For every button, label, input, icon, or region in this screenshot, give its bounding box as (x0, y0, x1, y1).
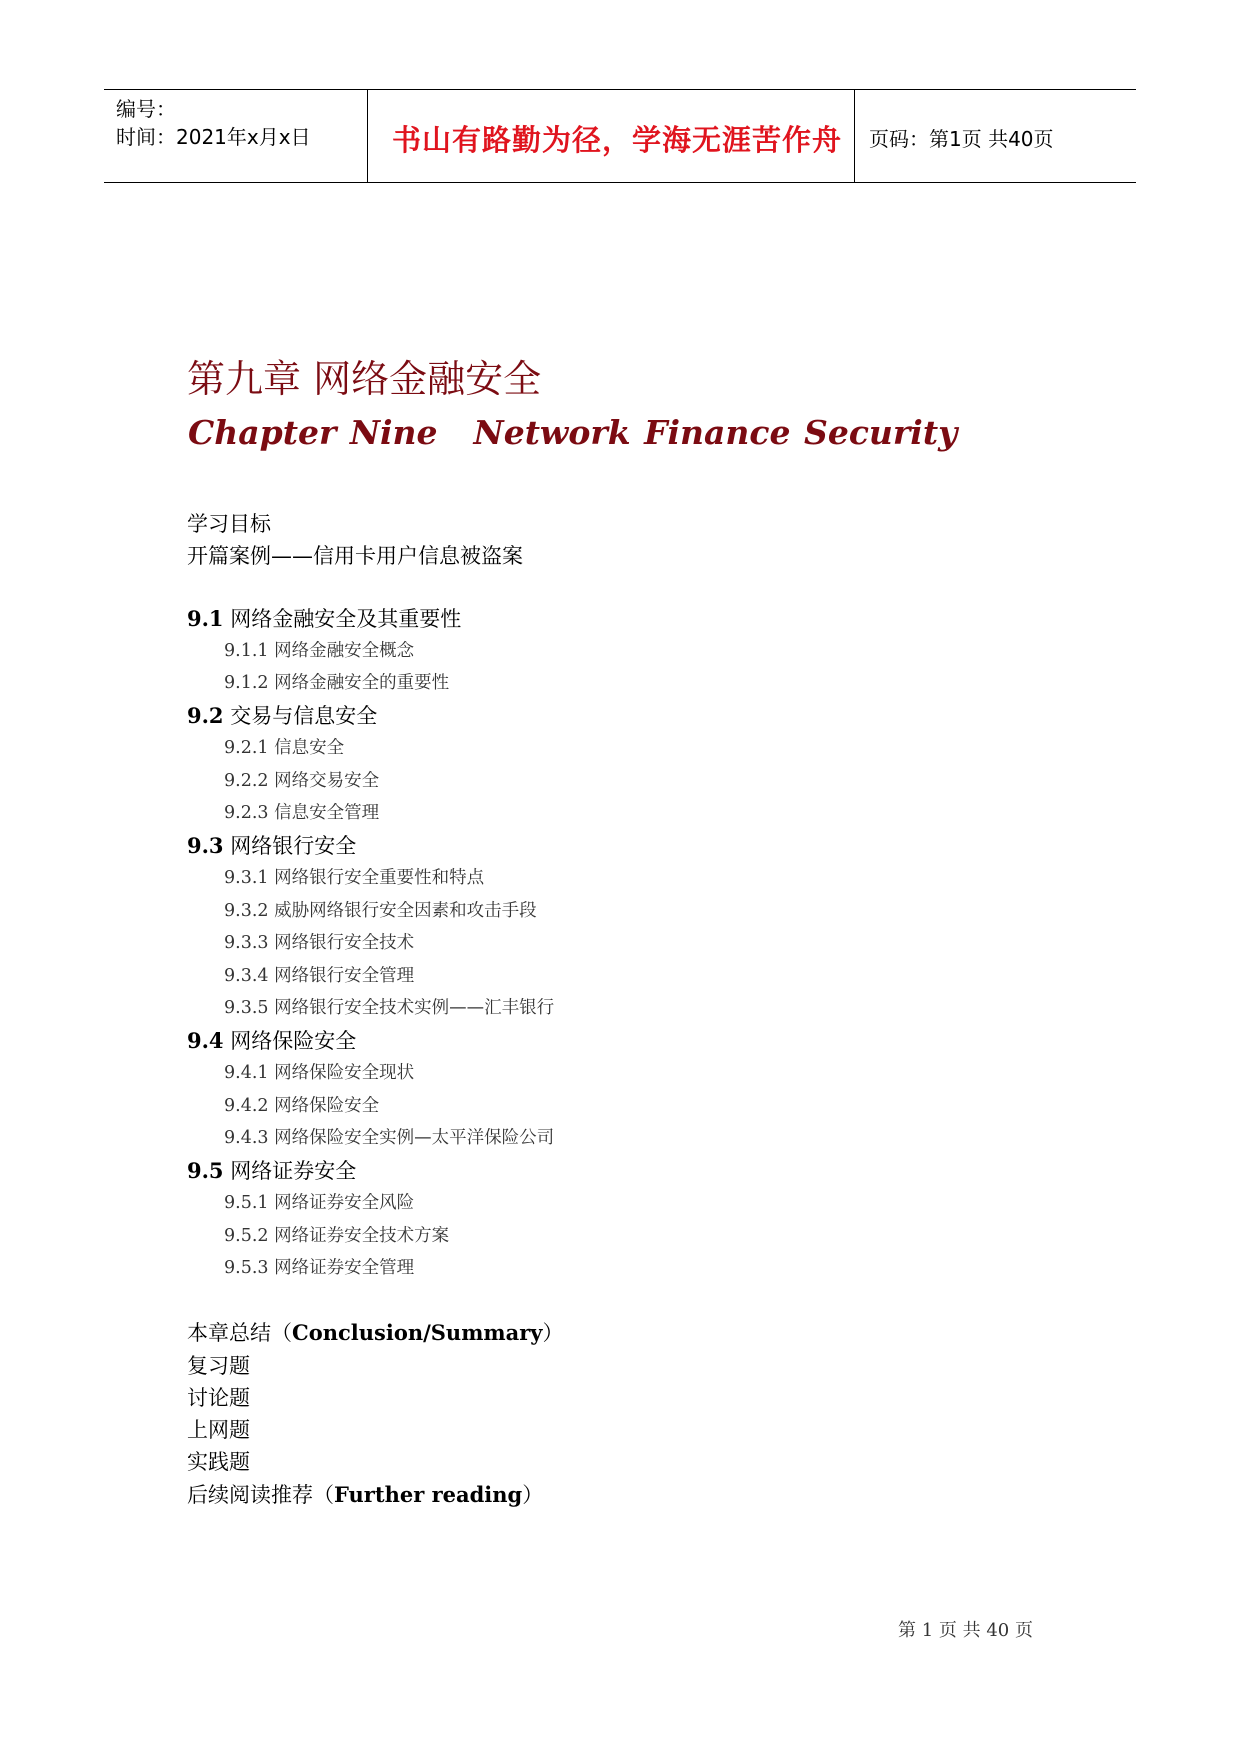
subsection-title: 网络保险安全现状 (274, 1063, 415, 1083)
section-number: 9.1 (187, 606, 224, 631)
further-reading-label: 后续阅读推荐（ (187, 1483, 334, 1507)
section-heading (187, 830, 356, 860)
subsection-item (224, 962, 414, 987)
online-questions: 上网题 (187, 1418, 250, 1442)
subsection-number: 9.1.2 (224, 673, 269, 693)
subsection-title: 网络银行安全重要性和特点 (274, 868, 485, 888)
section-number: 9.2 (187, 703, 224, 728)
subsection-number: 9.3.3 (224, 933, 269, 953)
subsection-title: 网络金融安全的重要性 (274, 673, 450, 693)
header-motto-cell (367, 90, 855, 182)
subsection-title: 网络证券安全管理 (274, 1258, 415, 1278)
further-reading (187, 1479, 543, 1509)
time-label: 时间：2021年x月x日 (116, 125, 311, 149)
subsection-number: 9.3.2 (224, 901, 269, 921)
section-number: 9.4 (187, 1028, 224, 1053)
chapter-title-english-part2: Network Finance Security (473, 413, 958, 452)
subsection-item (224, 767, 379, 792)
subsection-title: 网络证券安全技术方案 (274, 1226, 450, 1246)
subsection-item (224, 1254, 414, 1279)
subsection-item (224, 1092, 379, 1117)
subsection-title: 信息安全 (274, 738, 345, 758)
subsection-item (224, 929, 414, 954)
subsection-number: 9.5.2 (224, 1226, 269, 1246)
subsection-item (224, 1059, 414, 1084)
section-heading (187, 1025, 356, 1055)
section-heading (187, 700, 377, 730)
subsection-title: 网络银行安全技术 (274, 933, 415, 953)
subsection-item (224, 994, 554, 1019)
subsection-item (224, 1222, 449, 1247)
page-info: 页码：第1页 共40页 (869, 127, 1054, 151)
motto: 书山有路勤为径，学海无涯苦作舟 (392, 123, 843, 157)
subsection-number: 9.3.5 (224, 998, 269, 1018)
subsection-item (224, 897, 537, 922)
subsection-number: 9.1.1 (224, 641, 269, 661)
learning-objectives: 学习目标 (187, 512, 271, 536)
summary-label: 本章总结（ (187, 1321, 292, 1345)
practice-questions: 实践题 (187, 1450, 250, 1474)
page-footer: 第 1 页 共 40 页 (898, 1620, 1033, 1641)
subsection-number: 9.5.3 (224, 1258, 269, 1278)
section-number: 9.3 (187, 833, 224, 858)
header-meta-cell (104, 90, 367, 182)
subsection-title: 网络保险安全实例—太平洋保险公司 (274, 1128, 555, 1148)
subsection-item (224, 637, 414, 662)
further-reading-close: ） (522, 1483, 544, 1507)
subsection-number: 9.3.4 (224, 966, 269, 986)
subsection-item (224, 1189, 414, 1214)
opening-case: 开篇案例——信用卡用户信息被盗案 (187, 544, 523, 568)
chapter-summary (187, 1317, 564, 1347)
subsection-title: 网络金融安全概念 (274, 641, 415, 661)
section-number: 9.5 (187, 1158, 224, 1183)
chapter-title-english-part1: Chapter Nine (188, 413, 438, 452)
subsection-title: 网络交易安全 (274, 771, 380, 791)
subsection-number: 9.4.1 (224, 1063, 269, 1083)
subsection-title: 网络保险安全 (274, 1096, 380, 1116)
subsection-item (224, 734, 344, 759)
subsection-number: 9.4.2 (224, 1096, 269, 1116)
subsection-number: 9.5.1 (224, 1193, 269, 1213)
subsection-item (224, 669, 449, 694)
subsection-title: 网络银行安全技术实例——汇丰银行 (274, 998, 555, 1018)
section-heading (187, 1155, 356, 1185)
subsection-number: 9.3.1 (224, 868, 269, 888)
section-title: 网络金融安全及其重要性 (230, 607, 462, 631)
section-title: 网络证券安全 (230, 1159, 357, 1183)
subsection-item (224, 864, 484, 889)
review-questions: 复习题 (187, 1354, 250, 1378)
subsection-title: 网络证券安全风险 (274, 1193, 415, 1213)
chapter-title-chinese: 第九章 网络金融安全 (187, 357, 542, 401)
header-page-cell (855, 90, 1136, 182)
subsection-number: 9.2.1 (224, 738, 269, 758)
discussion-questions: 讨论题 (187, 1386, 250, 1410)
section-title: 网络保险安全 (230, 1029, 357, 1053)
page-header (104, 89, 1136, 183)
subsection-item (224, 1124, 554, 1149)
subsection-item (224, 799, 379, 824)
summary-english: Conclusion/Summary (292, 1320, 543, 1345)
subsection-title: 信息安全管理 (274, 803, 380, 823)
chapter-title-english (188, 413, 957, 452)
further-reading-english: Further reading (334, 1482, 523, 1507)
subsection-title: 威胁网络银行安全因素和攻击手段 (274, 901, 537, 921)
section-title: 网络银行安全 (230, 834, 357, 858)
subsection-number: 9.2.3 (224, 803, 269, 823)
section-heading (187, 603, 461, 633)
summary-close: ） (542, 1321, 564, 1345)
subsection-number: 9.4.3 (224, 1128, 269, 1148)
section-title: 交易与信息安全 (230, 704, 378, 728)
subsection-title: 网络银行安全管理 (274, 966, 415, 986)
subsection-number: 9.2.2 (224, 771, 269, 791)
number-label: 编号： (116, 97, 176, 121)
